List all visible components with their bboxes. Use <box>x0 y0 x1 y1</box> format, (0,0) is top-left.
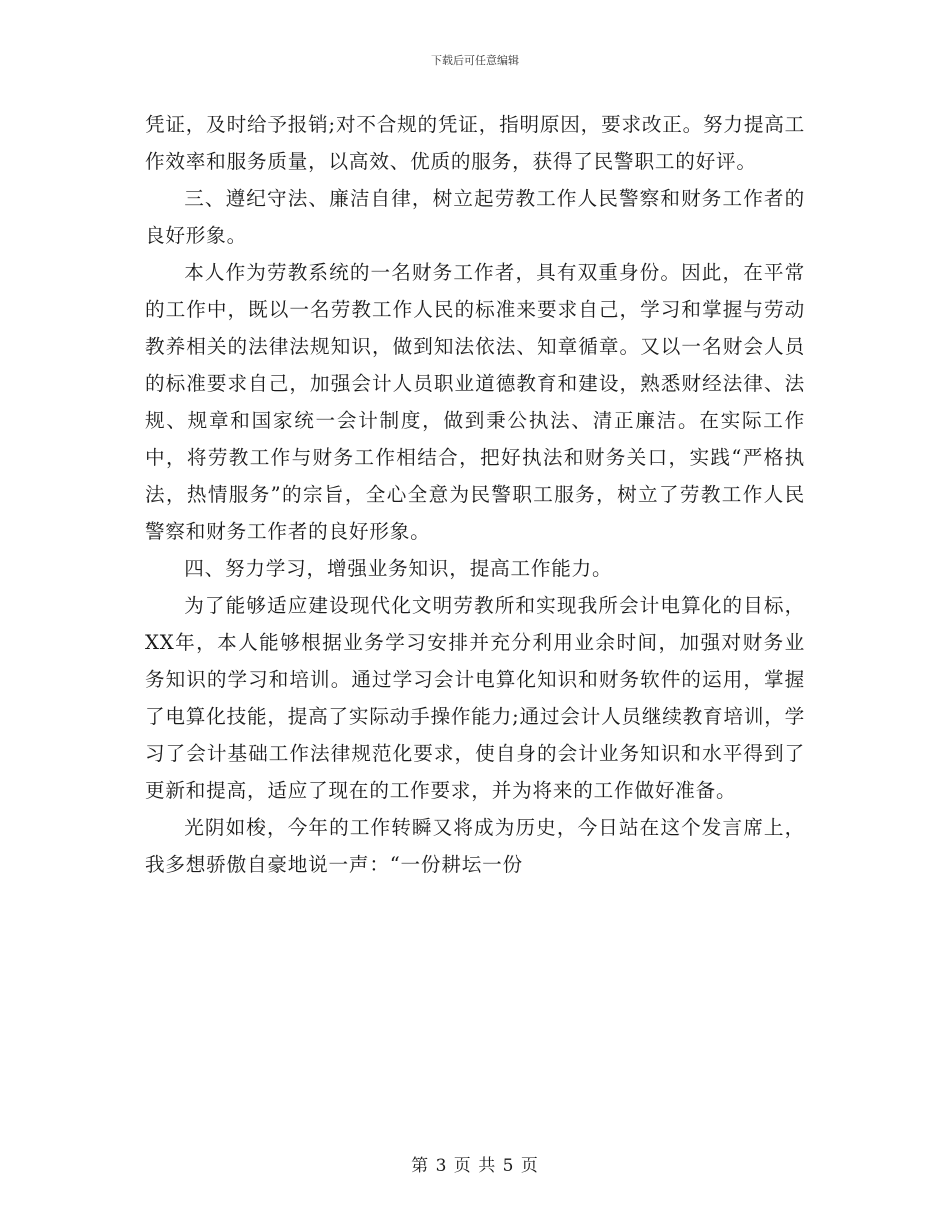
paragraph: 本人作为劳教系统的一名财务工作者，具有双重身份。因此，在平常的工作中，既以一名劳教工作人民的标准来要求自己，学习和掌握与劳动教养相关的法律法规知识，做到知法依法、知章循章。又以一名财会人员的标准要求自己，加强会计人员职业道德教育和建设，熟悉财经法律、法规、规章和国家统一会计制度，做到秉公执法、清正廉洁。在实际工作中，将劳教工作与财务工作相结合，把好执法和财务关口，实践“严格执法，热情服务”的宗旨，全心全意为民警职工服务，树立了劳教工作人民警察和财务工作者的良好形象。 <box>145 261 805 543</box>
paragraph: 为了能够适应建设现代化文明劳教所和实现我所会计电算化的目标，XX年，本人能够根据业务学习安排并充分利用业余时间，加强对财务业务知识的学习和培训。通过学习会计电算化知识和财务软件的运用，掌握了电算化技能，提高了实际动手操作能力;通过会计人员继续教育培训，学习了会计基础工作法律规范化要求，使自身的会计业务知识和水平得到了更新和提高，适应了现在的工作要求，并为将来的工作做好准备。 <box>145 594 805 802</box>
section-heading: 四、努力学习，增强业务知识，提高工作能力。 <box>184 557 613 580</box>
paragraph: 凭证，及时给予报销;对不合规的凭证，指明原因，要求改正。努力提高工作效率和服务质量，以高效、优质的服务，获得了民警职工的好评。 <box>145 113 805 173</box>
paragraph: 光阴如梭，今年的工作转瞬又将成为历史，今日站在这个发言席上，我多想骄傲自豪地说一声：“一份耕坛一份 <box>145 816 805 876</box>
section-heading: 三、遵纪守法、廉洁自律，树立起劳教工作人民警察和财务工作者的良好形象。 <box>145 187 805 247</box>
page-number-footer: 第 3 页 共 5 页 <box>411 1156 539 1176</box>
page-header: 下载后可任意编辑 <box>431 54 519 67</box>
document-body <box>145 106 805 883</box>
